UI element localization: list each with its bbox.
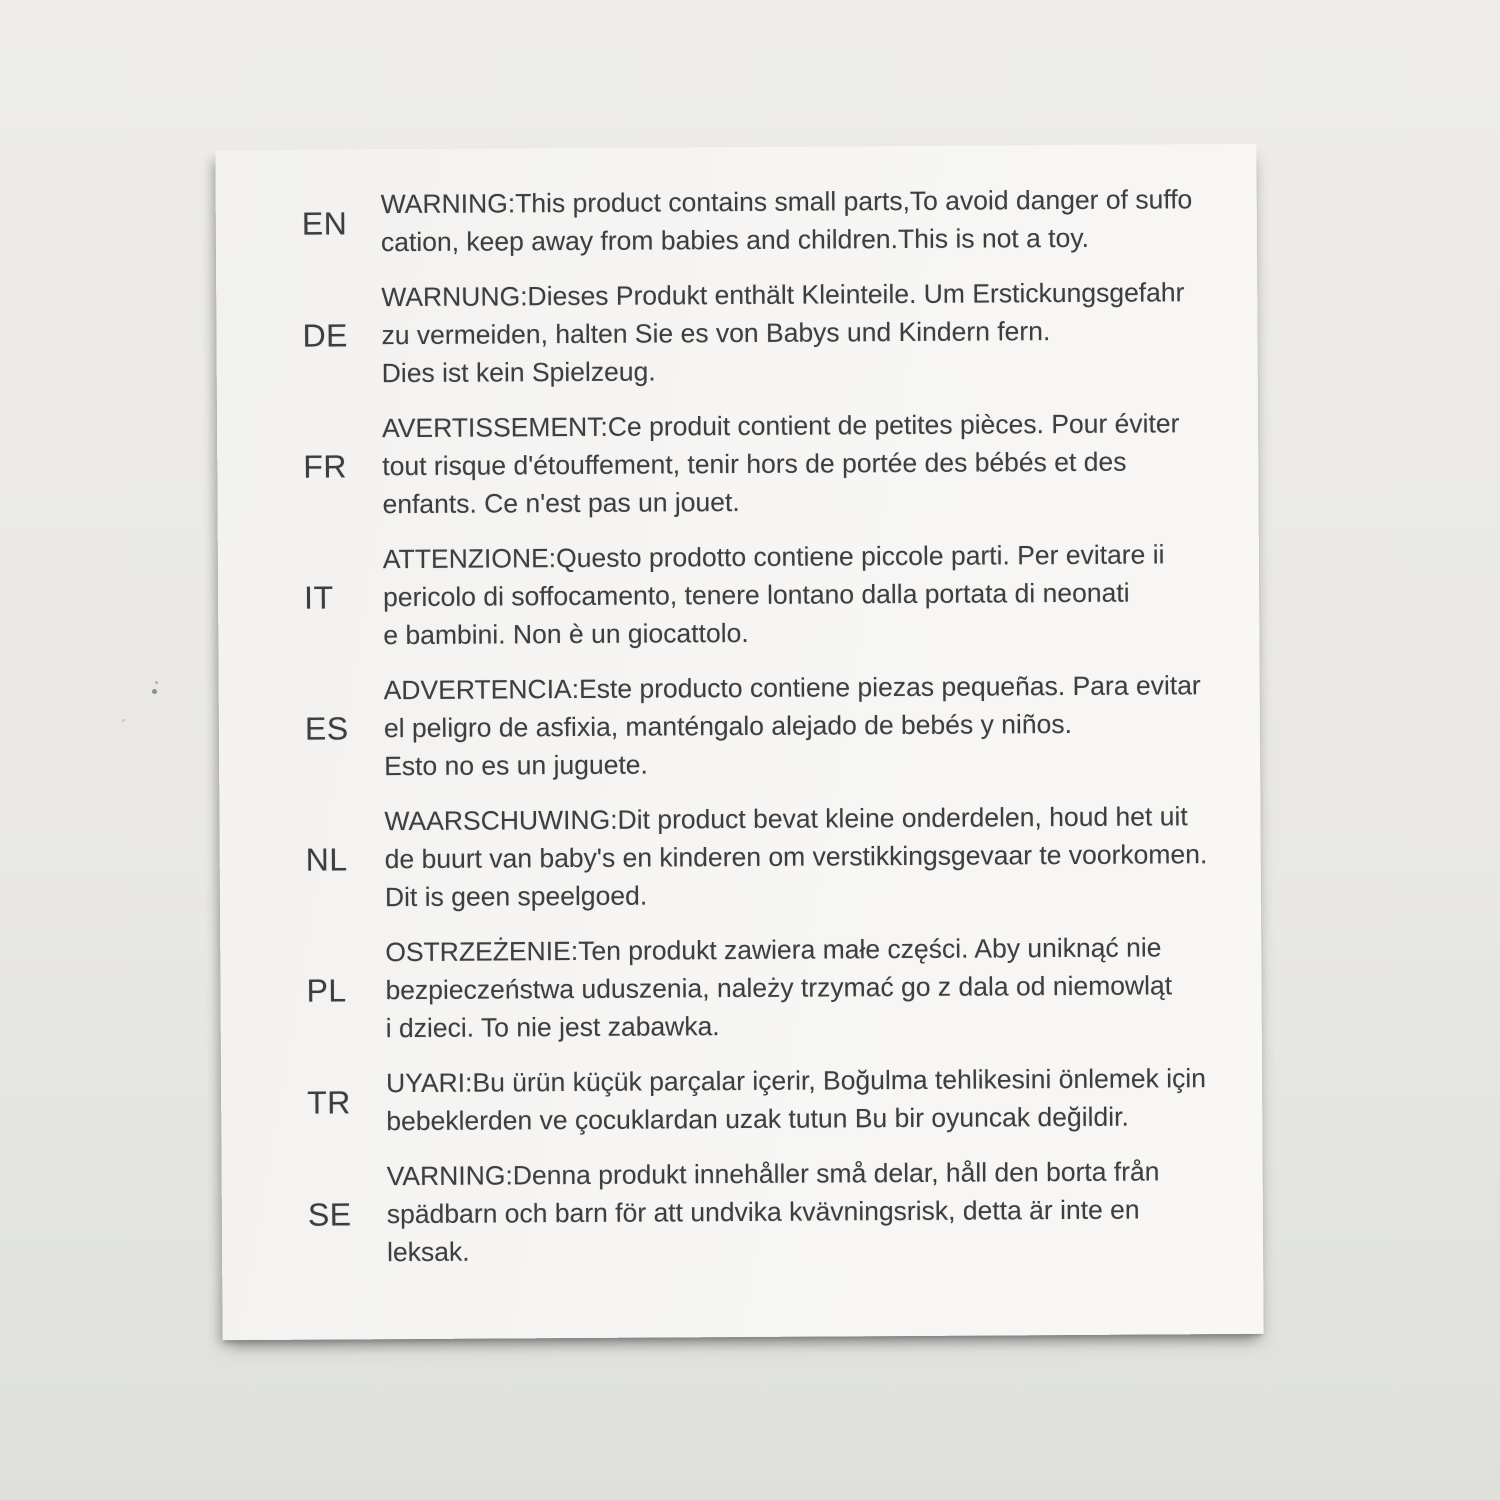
warning-line: Dit is geen speelgoed.: [384, 880, 648, 913]
warning-line: ATTENZIONE:Questo prodotto contiene piccole parti. Per evitare ii: [382, 539, 1165, 575]
warning-sections: [215, 144, 1263, 1272]
language-code-cell: [217, 409, 383, 524]
language-code-cell: [216, 185, 381, 262]
warning-text-pl: [385, 928, 1216, 1047]
warning-section-de: [216, 273, 1258, 393]
warning-section-tr: [221, 1059, 1262, 1141]
language-code-cell: [222, 1157, 388, 1272]
language-code-cell: [220, 933, 386, 1048]
dust-speck: [152, 689, 157, 694]
warning-line: UYARI:Bu ürün küçük parçalar içerir, Boğulma tehlikesini önlemek için: [385, 1063, 1207, 1099]
warning-line: spädbarn och barn för att undvika kvävningsrisk, detta är inte en: [386, 1194, 1140, 1230]
warning-line: cation, keep away from babies and children.This is not a toy.: [380, 222, 1090, 258]
warning-text-nl: [384, 797, 1215, 916]
language-code-it: IT: [303, 578, 334, 616]
warning-line: bebeklerden ve çocuklardan uzak tutun Bu bir oyuncak değildir.: [386, 1101, 1129, 1137]
warning-line: bezpieczeństwa uduszenia, należy trzymać go z dala od niemowląt: [385, 970, 1173, 1006]
warning-line: leksak.: [387, 1236, 470, 1268]
warning-line: Esto no es un juguete.: [384, 749, 648, 782]
warning-line: VARNING:Denna produkt innehåller små delar, håll den borta från: [386, 1156, 1160, 1192]
warning-section-fr: [217, 404, 1259, 524]
language-code-en: EN: [301, 204, 348, 242]
language-code-de: DE: [302, 316, 349, 354]
warning-line: enfants. Ce n'est pas un jouet.: [382, 486, 740, 520]
warning-line: pericolo di soffocamento, tenere lontano dalla portata di neonati: [383, 577, 1130, 613]
warning-line: OSTRZEŻENIE:Ten produkt zawiera małe części. Aby uniknąć nie: [385, 932, 1162, 968]
warning-line: AVERTISSEMENT:Ce produit contient de petites pièces. Pour éviter: [381, 408, 1180, 444]
warning-line: de buurt van baby's en kinderen om verstikkingsgevaar te voorkomen.: [384, 839, 1208, 875]
dust-speck: [155, 681, 158, 684]
warning-section-es: [219, 666, 1261, 786]
language-code-cell: [221, 1064, 386, 1141]
warning-text-se: [387, 1152, 1218, 1271]
warning-line: Dies ist kein Spielzeug.: [381, 356, 656, 389]
warning-section-it: [218, 535, 1260, 655]
language-code-cell: [219, 802, 385, 917]
warning-text-en: [381, 180, 1211, 261]
warning-section-nl: [219, 797, 1261, 917]
warning-text-fr: [382, 404, 1213, 523]
warning-line: i dzieci. To nie jest zabawka.: [385, 1011, 720, 1044]
warning-text-es: [384, 666, 1215, 785]
warning-line: tout risque d'étouffement, tenir hors de portée des bébés et des: [382, 446, 1127, 482]
warning-section-pl: [220, 928, 1262, 1048]
language-code-pl: PL: [306, 971, 347, 1009]
language-code-se: SE: [307, 1195, 352, 1233]
language-code-cell: [218, 540, 384, 655]
warning-section-se: [222, 1152, 1264, 1272]
warning-line: e bambini. Non è un giocattolo.: [383, 617, 749, 651]
language-code-es: ES: [304, 709, 349, 747]
warning-section-en: [216, 180, 1257, 262]
warning-line: WARNING:This product contains small parts,To avoid danger of suffo: [380, 184, 1193, 220]
warning-text-tr: [386, 1059, 1216, 1140]
language-code-fr: FR: [303, 447, 348, 485]
warning-line: ADVERTENCIA:Este producto contiene piezas pequeñas. Para evitar: [383, 670, 1201, 706]
warning-line: WARNUNG:Dieses Produkt enthält Kleinteile. Um Erstickungsgefahr: [381, 277, 1185, 313]
warning-line: WAARSCHUWING:Dit product bevat kleine onderdelen, houd het uit: [384, 801, 1188, 837]
warning-text-de: [381, 273, 1212, 392]
warning-line: zu vermeiden, halten Sie es von Babys und Kindern fern.: [381, 316, 1051, 351]
language-code-nl: NL: [305, 840, 348, 878]
warning-label-sheet: [215, 144, 1263, 1340]
language-code-cell: [219, 671, 385, 786]
dust-speck: [122, 719, 125, 722]
language-code-cell: [216, 278, 382, 393]
warning-text-it: [383, 535, 1214, 654]
language-code-tr: TR: [307, 1083, 351, 1121]
warning-line: el peligro de asfixia, manténgalo alejado de bebés y niños.: [383, 708, 1072, 744]
